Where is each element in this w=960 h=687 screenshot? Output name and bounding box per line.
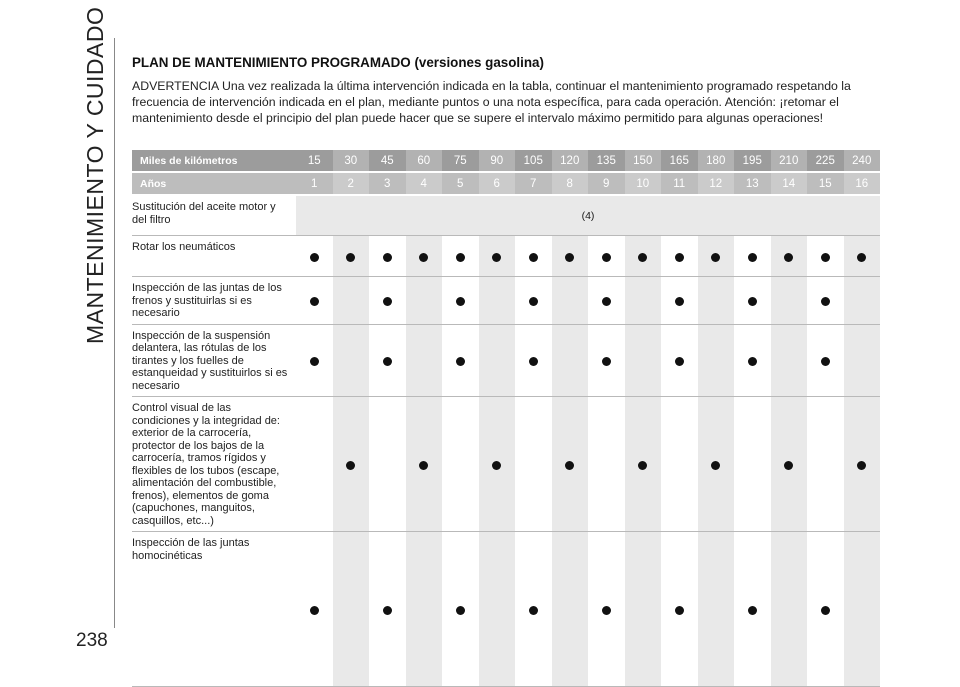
mileage-cell-60: 60: [406, 150, 443, 172]
scheduled-dot-icon: [602, 297, 611, 306]
schedule-cell: [588, 324, 625, 397]
section-title-vertical: [80, 6, 110, 344]
schedule-cell: [698, 324, 735, 397]
scheduled-dot-icon: [675, 606, 684, 615]
scheduled-dot-icon: [456, 357, 465, 366]
scheduled-dot-icon: [784, 253, 793, 262]
mileage-cell-45: 45: [369, 150, 406, 172]
year-cell-5: 5: [442, 172, 479, 195]
schedule-cell: [515, 397, 552, 532]
schedule-cell: [406, 532, 443, 687]
years-header-row: [132, 172, 880, 195]
scheduled-dot-icon: [383, 606, 392, 615]
scheduled-dot-icon: [711, 253, 720, 262]
scheduled-dot-icon: [602, 357, 611, 366]
scheduled-dot-icon: [711, 461, 720, 470]
mileage-cell-75: 75: [442, 150, 479, 172]
schedule-cell: [479, 397, 516, 532]
scheduled-dot-icon: [602, 253, 611, 262]
schedule-cell: [698, 532, 735, 687]
schedule-cell: [844, 532, 881, 687]
schedule-cell: [625, 277, 662, 325]
scheduled-dot-icon: [821, 297, 830, 306]
schedule-cell: [844, 397, 881, 532]
scheduled-dot-icon: [529, 357, 538, 366]
year-cell-13: 13: [734, 172, 771, 195]
years-header-row-label: Años: [132, 172, 296, 195]
mileage-cell-15: 15: [296, 150, 333, 172]
operation-row: [132, 397, 880, 532]
schedule-cell: [771, 397, 808, 532]
scheduled-dot-icon: [456, 297, 465, 306]
scheduled-dot-icon: [529, 606, 538, 615]
year-cell-9: 9: [588, 172, 625, 195]
scheduled-dot-icon: [748, 297, 757, 306]
mileage-cell-120: 120: [552, 150, 589, 172]
year-cell-11: 11: [661, 172, 698, 195]
schedule-cell: [442, 397, 479, 532]
schedule-cell: [698, 397, 735, 532]
scheduled-dot-icon: [419, 461, 428, 470]
schedule-cell: [296, 277, 333, 325]
mileage-header-row-label: Miles de kilómetros: [132, 150, 296, 172]
schedule-cell: [588, 532, 625, 687]
scheduled-dot-icon: [748, 357, 757, 366]
operation-row: [132, 236, 880, 277]
schedule-cell: [661, 236, 698, 277]
schedule-cell: [552, 397, 589, 532]
year-cell-7: 7: [515, 172, 552, 195]
schedule-cell: [442, 236, 479, 277]
schedule-cell: [369, 236, 406, 277]
schedule-cell: [552, 324, 589, 397]
scheduled-dot-icon: [383, 253, 392, 262]
schedule-cell: [807, 532, 844, 687]
schedule-cell: [515, 236, 552, 277]
scheduled-dot-icon: [638, 253, 647, 262]
schedule-cell: [734, 397, 771, 532]
mileage-header-row: [132, 150, 880, 172]
scheduled-dot-icon: [492, 253, 501, 262]
schedule-cell: [515, 277, 552, 325]
schedule-cell: [479, 532, 516, 687]
page-number: 238: [76, 630, 108, 651]
scheduled-dot-icon: [310, 253, 319, 262]
schedule-cell: [552, 532, 589, 687]
section-divider-line: [114, 38, 115, 628]
schedule-cell: [807, 397, 844, 532]
schedule-cell: [734, 532, 771, 687]
scheduled-dot-icon: [310, 357, 319, 366]
schedule-cell: [661, 324, 698, 397]
mileage-cell-210: 210: [771, 150, 808, 172]
scheduled-dot-icon: [675, 253, 684, 262]
year-cell-14: 14: [771, 172, 808, 195]
year-cell-1: 1: [296, 172, 333, 195]
year-cell-3: 3: [369, 172, 406, 195]
schedule-cell: [296, 324, 333, 397]
scheduled-dot-icon: [565, 461, 574, 470]
schedule-cell: [661, 277, 698, 325]
schedule-cell: [734, 236, 771, 277]
schedule-cell: [588, 277, 625, 325]
scheduled-dot-icon: [529, 253, 538, 262]
scheduled-dot-icon: [346, 461, 355, 470]
operation-label: Inspección de las juntas de los frenos y sustituirlas si es necesario: [132, 277, 296, 325]
mileage-cell-165: 165: [661, 150, 698, 172]
section-title-text: MANTENIMIENTO Y CUIDADO: [82, 6, 108, 344]
schedule-cell: [369, 277, 406, 325]
scheduled-dot-icon: [383, 297, 392, 306]
schedule-cell: [771, 532, 808, 687]
schedule-cell: [844, 324, 881, 397]
page-title: PLAN DE MANTENIMIENTO PROGRAMADO (versiones gasolina): [132, 55, 544, 70]
schedule-cell: [734, 277, 771, 325]
scheduled-dot-icon: [675, 297, 684, 306]
schedule-cell: [552, 236, 589, 277]
schedule-cell: [515, 324, 552, 397]
schedule-cell: [771, 324, 808, 397]
scheduled-dot-icon: [456, 253, 465, 262]
schedule-cell: [734, 324, 771, 397]
operation-label: Inspección de la suspensión delantera, las rótulas de los tirantes y los fuelles de estanqueidad y sustituirlos si es necesario: [132, 324, 296, 397]
mileage-cell-135: 135: [588, 150, 625, 172]
scheduled-dot-icon: [565, 253, 574, 262]
schedule-cell: [333, 397, 370, 532]
schedule-cell: [369, 532, 406, 687]
schedule-cell: [661, 532, 698, 687]
scheduled-dot-icon: [346, 253, 355, 262]
scheduled-dot-icon: [529, 297, 538, 306]
scheduled-dot-icon: [383, 357, 392, 366]
scheduled-dot-icon: [821, 357, 830, 366]
scheduled-dot-icon: [675, 357, 684, 366]
year-cell-2: 2: [333, 172, 370, 195]
year-cell-6: 6: [479, 172, 516, 195]
schedule-cell: [552, 277, 589, 325]
schedule-cell: [844, 277, 881, 325]
warning-paragraph: ADVERTENCIA Una vez realizada la última intervención indicada en la tabla, continuar el mantenimiento programado respetando la frecuencia de intervención indicada en el plan, mediante puntos o una nota específica, para cada operación. Atención: ¡retomar el mantenimiento desde el principio del plan puede hacer que se supere el intervalo máximo permitido para algunas operaciones!: [132, 79, 851, 125]
scheduled-dot-icon: [784, 461, 793, 470]
schedule-cell: [442, 532, 479, 687]
schedule-cell: [807, 236, 844, 277]
schedule-cell: [296, 397, 333, 532]
operation-row: [132, 277, 880, 325]
schedule-cell: [369, 397, 406, 532]
schedule-cell: [333, 532, 370, 687]
operation-label: Inspección de las juntas homocinéticas: [132, 532, 296, 687]
mileage-cell-30: 30: [333, 150, 370, 172]
schedule-cell: [406, 277, 443, 325]
scheduled-dot-icon: [456, 606, 465, 615]
mileage-cell-150: 150: [625, 150, 662, 172]
operation-row: [132, 195, 880, 236]
schedule-cell: [442, 324, 479, 397]
interval-note: (4): [296, 195, 880, 236]
schedule-cell: [588, 236, 625, 277]
schedule-cell: [807, 277, 844, 325]
schedule-cell: [588, 397, 625, 532]
schedule-cell: [479, 236, 516, 277]
scheduled-dot-icon: [638, 461, 647, 470]
scheduled-dot-icon: [748, 606, 757, 615]
schedule-cell: [333, 324, 370, 397]
schedule-cell: [333, 236, 370, 277]
scheduled-dot-icon: [821, 606, 830, 615]
operation-label: Sustitución del aceite motor y del filtro: [132, 195, 296, 236]
scheduled-dot-icon: [419, 253, 428, 262]
operation-row: [132, 532, 880, 687]
schedule-cell: [442, 277, 479, 325]
operation-label: Control visual de las condiciones y la integridad de: exterior de la carrocería, protector de los bajos de la carrocería, tramos rígidos y flexibles de los tubos (escape, alimentación del combustible, frenos), elementos de goma (capuchones, manguitos, casquillos, etc...): [132, 397, 296, 532]
schedule-cell: [625, 324, 662, 397]
schedule-cell: [625, 236, 662, 277]
schedule-cell: [406, 324, 443, 397]
scheduled-dot-icon: [857, 253, 866, 262]
operation-label: Rotar los neumáticos: [132, 236, 296, 277]
mileage-cell-195: 195: [734, 150, 771, 172]
maintenance-table: [132, 150, 880, 687]
schedule-cell: [771, 277, 808, 325]
scheduled-dot-icon: [748, 253, 757, 262]
scheduled-dot-icon: [857, 461, 866, 470]
scheduled-dot-icon: [602, 606, 611, 615]
schedule-cell: [807, 324, 844, 397]
year-cell-16: 16: [844, 172, 881, 195]
schedule-cell: [406, 236, 443, 277]
year-cell-4: 4: [406, 172, 443, 195]
schedule-cell: [698, 277, 735, 325]
scheduled-dot-icon: [310, 297, 319, 306]
scheduled-dot-icon: [821, 253, 830, 262]
schedule-cell: [844, 236, 881, 277]
year-cell-15: 15: [807, 172, 844, 195]
schedule-cell: [479, 277, 516, 325]
schedule-cell: [406, 397, 443, 532]
mileage-cell-225: 225: [807, 150, 844, 172]
year-cell-10: 10: [625, 172, 662, 195]
schedule-cell: [296, 532, 333, 687]
scheduled-dot-icon: [310, 606, 319, 615]
operation-row: [132, 324, 880, 397]
year-cell-12: 12: [698, 172, 735, 195]
schedule-cell: [661, 397, 698, 532]
mileage-cell-105: 105: [515, 150, 552, 172]
schedule-cell: [771, 236, 808, 277]
year-cell-8: 8: [552, 172, 589, 195]
mileage-cell-240: 240: [844, 150, 881, 172]
mileage-cell-180: 180: [698, 150, 735, 172]
schedule-cell: [479, 324, 516, 397]
mileage-cell-90: 90: [479, 150, 516, 172]
schedule-cell: [296, 236, 333, 277]
schedule-cell: [625, 532, 662, 687]
schedule-cell: [369, 324, 406, 397]
schedule-cell: [698, 236, 735, 277]
schedule-cell: [515, 532, 552, 687]
schedule-cell: [625, 397, 662, 532]
schedule-cell: [333, 277, 370, 325]
scheduled-dot-icon: [492, 461, 501, 470]
